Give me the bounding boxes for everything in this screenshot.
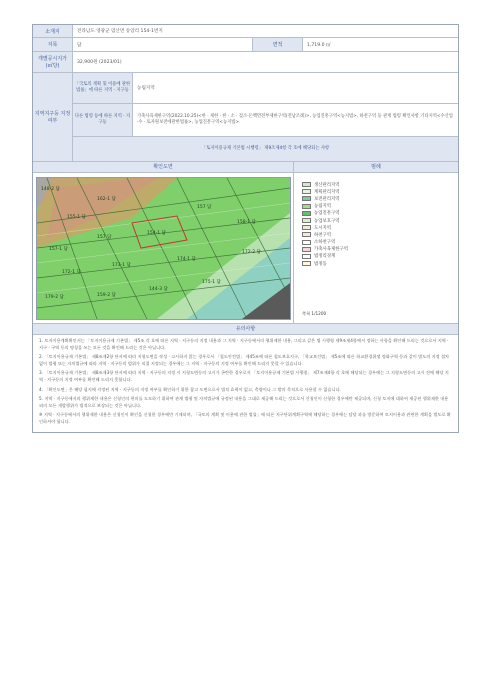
legend-item: [302, 253, 452, 260]
zoning-block: [33, 73, 458, 162]
zoning-group-label: 지역지구등 지정여부: [33, 73, 73, 161]
price-value: 32,900원 (2023/01): [77, 60, 122, 65]
legend-item: [302, 210, 452, 217]
map-section-header: [33, 162, 458, 173]
legend-label: 농업진흥구역: [314, 211, 340, 217]
area-label: 면적: [253, 38, 303, 51]
legend-item: [302, 246, 452, 253]
legend-label: 법정동: [314, 261, 327, 267]
legend-label: 도시지역: [314, 225, 331, 231]
legend-swatch: [302, 196, 311, 201]
parcel-label: 173-1 답: [111, 262, 131, 268]
location-value: 전라남도 영광군 염산면 송암리 154-1번지: [77, 29, 163, 34]
legend-label: 보전관리지역: [314, 196, 340, 202]
note-paragraph: 2. 「토지이용규제 기본법」 제8조제2항 단서에 따라 지형도면을 작성 · 고시하지 않는 경우로서 「철도안전법」 제45조에 따른 철도보호지구, 「학교보건법」 제5조에 따른 학교환경위생 정화구역 등과 같이 별도의 지정 절차 없이 법령 또는 자치법규에 따라 지역 · 지구등의 범위가 직접 지정되는 경우에는 그 지역 · 지구등의 지정 여부를 확인해 드리지 못할 수 있습니다.: [39, 354, 450, 366]
legend-label: 법정리경계: [314, 254, 336, 260]
scale-text: 축척 1/1200: [302, 311, 327, 316]
note-paragraph: 1. 토지이용계획확인서는 「토지이용규제 기본법」 제5조 각 호에 따른 지역 · 지구등의 지정 내용과 그 지역 · 지구등에서의 행위제한 내용, 그리고 같은 법 시행령 제9조제4항에서 정하는 사항을 확인해 드리는 것으로서 지역 · 지구 · 구역 등의 명칭을 쓰는 모든 것을 확인해 드리는 것은 아닙니다.: [39, 338, 449, 350]
legend-swatch: [302, 240, 311, 245]
note-paragraph: ※ 지역 · 지구등에서의 행위제한 내용은 신청인이 확인을 신청한 경우에만 기재되며, 「국토의 계획 및 이용에 관한 법률」에 따른 지구단위계획구역에 해당하는 경우에는 담당 과를 방문하여 토지이용과 관련한 계획을 별도로 확인하셔야 합니다.: [39, 412, 451, 424]
land-map: [36, 177, 291, 320]
legend-item: [302, 203, 452, 210]
legend-label: 계획관리지역: [314, 189, 340, 195]
legend-item: [302, 181, 452, 188]
zoning-decree-label: 「토지이용규제 기본법 시행령」 제9조제4항 각 호에 해당되는 사항: [73, 137, 458, 161]
map-section-label: 확인도면: [33, 162, 294, 172]
parcel-label: 162-1 답: [96, 196, 116, 202]
parcel-label: 179-2 답: [44, 294, 64, 300]
area-value: 1,719.0 ㎡: [307, 42, 331, 48]
legend-label: 소하천구역: [314, 240, 336, 246]
legend-item: [302, 188, 452, 195]
legend-swatch: [302, 189, 311, 194]
legend-section-label: 범례: [294, 162, 458, 172]
legend-swatch: [302, 204, 311, 209]
parcel-label: 157-1 답: [48, 246, 68, 252]
land-category-label: 지목: [33, 38, 73, 51]
parcel-label: 158-1 답: [236, 219, 256, 225]
notes-body: [33, 335, 458, 432]
legend-item: [302, 195, 452, 202]
note-paragraph: 4. 「확인도면」은 해당 필지에 지정된 지역 · 지구등의 지정 여부를 확인하기 위한 참고 도면으로서 법적 효력이 없고, 측량이나 그 밖의 목적으로 사용할 수 없습니다.: [39, 386, 341, 392]
zoning-other-label: 다른 법령 등에 따른 지역 · 지구등: [73, 104, 133, 136]
parcel-label: 172-1 답: [61, 269, 81, 275]
land-category-value: 답: [73, 38, 253, 51]
parcel-label: 172-2 답: [241, 249, 261, 255]
parcel-label: 148-2 답: [40, 186, 60, 192]
legend-swatch: [302, 261, 311, 266]
legend-label: 가축사육제한구역: [314, 247, 348, 253]
parcel-label: 157 답: [196, 204, 211, 210]
land-use-plan-form: [32, 24, 459, 433]
land-category-row: [33, 38, 458, 52]
legend-item: [302, 260, 452, 267]
legend-item: [302, 239, 452, 246]
legend-swatch: [302, 247, 311, 252]
price-row: [33, 52, 458, 73]
legend-item: [302, 217, 452, 224]
legend-item: [302, 224, 452, 231]
legend-label: 농업보호구역: [314, 218, 340, 224]
price-label: 개별공시지가 (㎡당): [33, 52, 73, 72]
parcel-label: 154-1 답: [146, 230, 166, 236]
map-legend-row: [33, 173, 458, 324]
legend-swatch: [302, 218, 311, 223]
legend-list: [302, 181, 452, 267]
legend-swatch: [302, 211, 311, 216]
legend-item: [302, 231, 452, 238]
legend-swatch: [302, 182, 311, 187]
map-legend: [294, 173, 458, 323]
legend-swatch: [302, 254, 311, 259]
parcel-label: 155-1 답: [66, 214, 86, 220]
location-label: 소재지: [33, 25, 73, 37]
zoning-other-value: 가축사육제한구역(2022.10.25)<한 · 제한 · 한 · 소 · 젖소·돈백면전부제한구역(전남조례)>, 농업진흥구역<농지법>, 하천구역 등 관계 법령 확인사항 기타지역<수산업·수 · 토자원보전에관한법률>, 농업진흥구역<농지법>: [137, 114, 453, 125]
notes-section-header: [33, 324, 458, 335]
legend-swatch: [302, 232, 311, 237]
note-paragraph: 5. 지역 · 지구등에서의 행위제한 내용은 신청인의 편의를 도모하기 위하여 관계 법령 및 자치법규에 규정된 내용을 그대로 제공해 드리는 것으로서 신청인이 신청한 경우에만 제공되며, 신청 토지에 대하여 제공된 행위제한 내용 외의 모든 개발행위가 법적으로 보장되는 것은 아닙니다.: [39, 396, 449, 408]
legend-label: 하천구역: [314, 232, 331, 238]
zoning-national-value: 농림지역: [137, 86, 155, 91]
parcel-label: 159-2 답: [96, 292, 116, 298]
notes-section-label: 유의사항: [33, 324, 458, 334]
note-paragraph: 3. 「토지이용규제 기본법」 제8조제3항 단서에 따라 지역 · 지구등의 지정 시 지형도면등의 고시가 곤란한 경우로서 「토지이용규제 기본법 시행령」 제7조제4항 각 호에 해당되는 경우에는 그 지형도면등의 고시 전에 해당 지역 · 지구등의 지정 여부를 확인해 드리지 못합니다.: [39, 370, 449, 382]
parcel-label: 144-3 답: [148, 286, 168, 292]
parcel-label: 175-1 답: [201, 279, 221, 285]
legend-label: 생산관리지역: [314, 182, 340, 188]
parcel-label: 157 답: [96, 234, 111, 240]
location-row: [33, 25, 458, 38]
legend-label: 농림지역: [314, 204, 331, 210]
parcel-label: 174-1 답: [176, 256, 196, 262]
map-svg: [37, 178, 290, 319]
zoning-national-label: 「국토의 계획 및 이용에 관한 법률」에 따른 지역 · 지구등: [73, 73, 133, 103]
legend-swatch: [302, 225, 311, 230]
